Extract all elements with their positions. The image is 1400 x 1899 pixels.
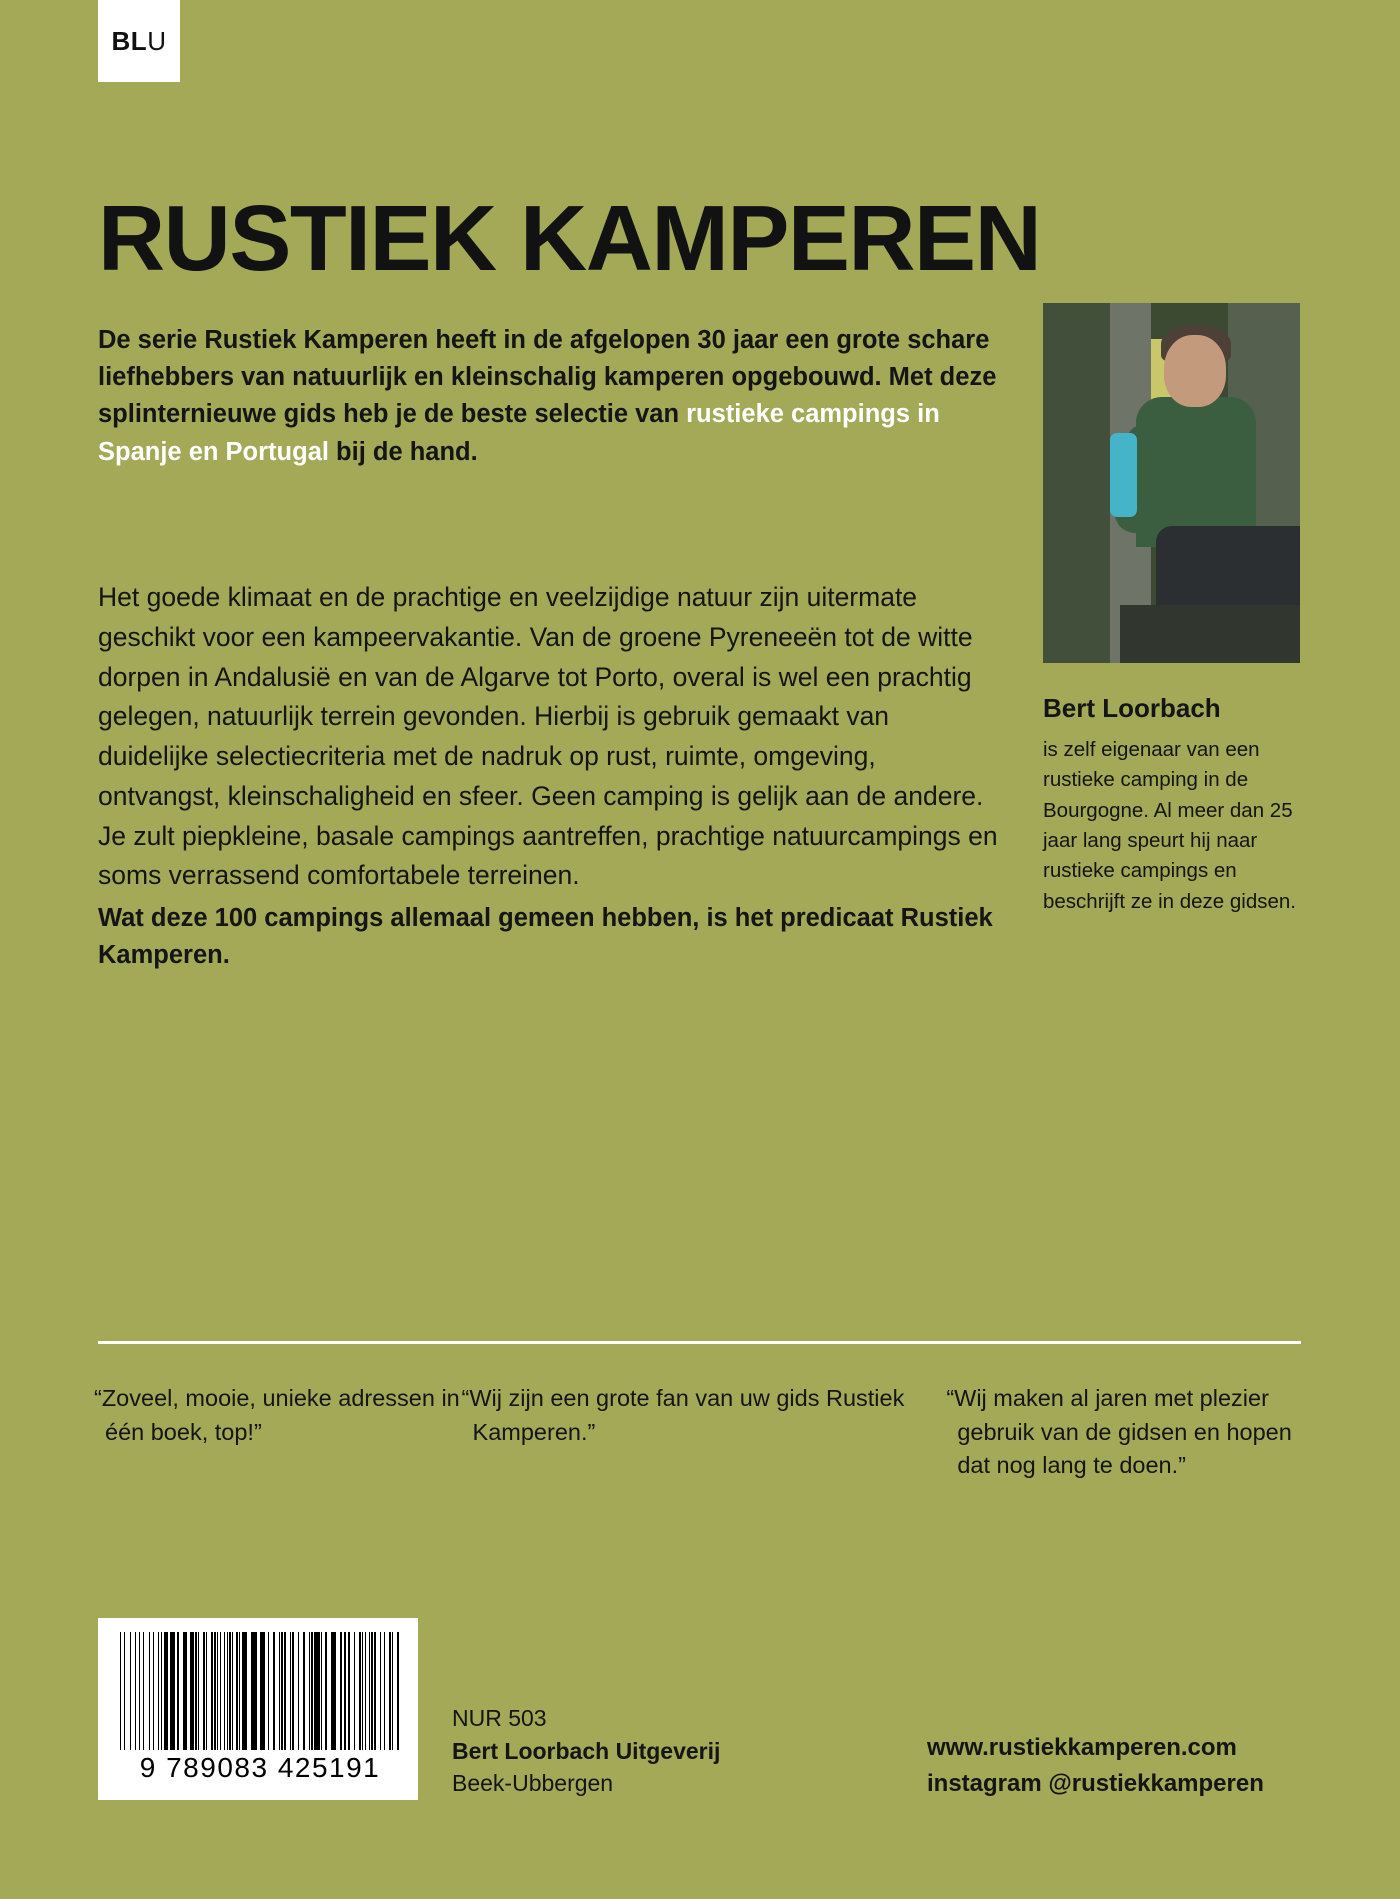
intro-text-part2: bij de hand. <box>328 437 478 466</box>
divider <box>98 1341 1301 1344</box>
imprint <box>452 1702 720 1800</box>
photo-foreground <box>1120 605 1300 663</box>
web-links <box>927 1730 1264 1802</box>
photo-person-head <box>1164 335 1226 407</box>
barcode <box>98 1618 418 1800</box>
author-name: Bert Loorbach <box>1043 693 1221 723</box>
imprint-city: Beek-Ubbergen <box>452 1770 614 1797</box>
publisher-logo-prefix: BL <box>111 25 148 56</box>
intro-highlight: rustieke campings in Spanje en Portugal <box>98 400 940 466</box>
imprint-nur: NUR 503 <box>452 1705 547 1731</box>
intro-text-part1: De serie Rustiek Kamperen heeft in de afgelopen 30 jaar een grote schare liefhebbers van natuurlijk en kleinschalig kamperen opgebouwd. Met deze splinternieuwe gids heb je de beste selectie van <box>98 325 997 429</box>
body-closing: Wat deze 100 campings allemaal gemeen hebben, is het predicaat Rustiek Kamperen. <box>98 904 993 970</box>
barcode-bars <box>120 1632 398 1750</box>
publisher-logo-suffix: U <box>147 25 167 56</box>
publisher-logo <box>98 0 180 82</box>
publisher-logo-text <box>112 26 167 57</box>
quote-2: “Wij zijn een grote fan van uw gids Rustiek Kamperen.” <box>461 1385 905 1445</box>
quotes-row <box>94 1382 1309 1483</box>
barcode-bar <box>397 1632 398 1750</box>
quote-1: “Zoveel, mooie, unieke adressen in één boek, top!” <box>94 1385 460 1445</box>
website-link[interactable]: www.rustiekkamperen.com <box>927 1734 1237 1761</box>
barcode-digits: 9 789083 425191 <box>139 1752 381 1783</box>
imprint-publisher: Bert Loorbach Uitgeverij <box>452 1737 721 1764</box>
body-copy <box>98 578 1003 975</box>
page-title: RUSTIEK KAMPEREN <box>98 186 1041 291</box>
body-paragraph: Het goede klimaat en de prachtige en veelzijdige natuur zijn uitermate geschikt voor een kampeervakantie. Van de groene Pyreneeën tot de witte dorpen in Andalusië en van de Algarve tot Porto, overal is wel een prachtig gelegen, natuurlijk terrein gevonden. Hierbij is gebruik gemaakt van duidelijke selectiecriteria met de nadruk op rust, ruimte, omgeving, ontvangst, kleinschaligheid en sfeer. Geen camping is gelijk aan de andere. Je zult piepkleine, basale campings aantreffen, prachtige natuurcampings en soms verrassend comfortabele terreinen. <box>98 582 998 891</box>
author-bio: is zelf eigenaar van een rustieke camping in de Bourgogne. Al meer dan 25 jaar lang speurt hij naar rustieke campings en beschrijft ze in deze gidsen. <box>1043 738 1296 913</box>
author-photo <box>1043 303 1300 663</box>
quote-3: “Wij maken al jaren met plezier gebruik van de gidsen en hopen dat nog lang te doen.” <box>946 1385 1292 1479</box>
instagram-link[interactable]: instagram @rustiekkamperen <box>927 1770 1264 1797</box>
intro-paragraph <box>98 322 1023 472</box>
photo-water-bottle <box>1110 433 1137 517</box>
